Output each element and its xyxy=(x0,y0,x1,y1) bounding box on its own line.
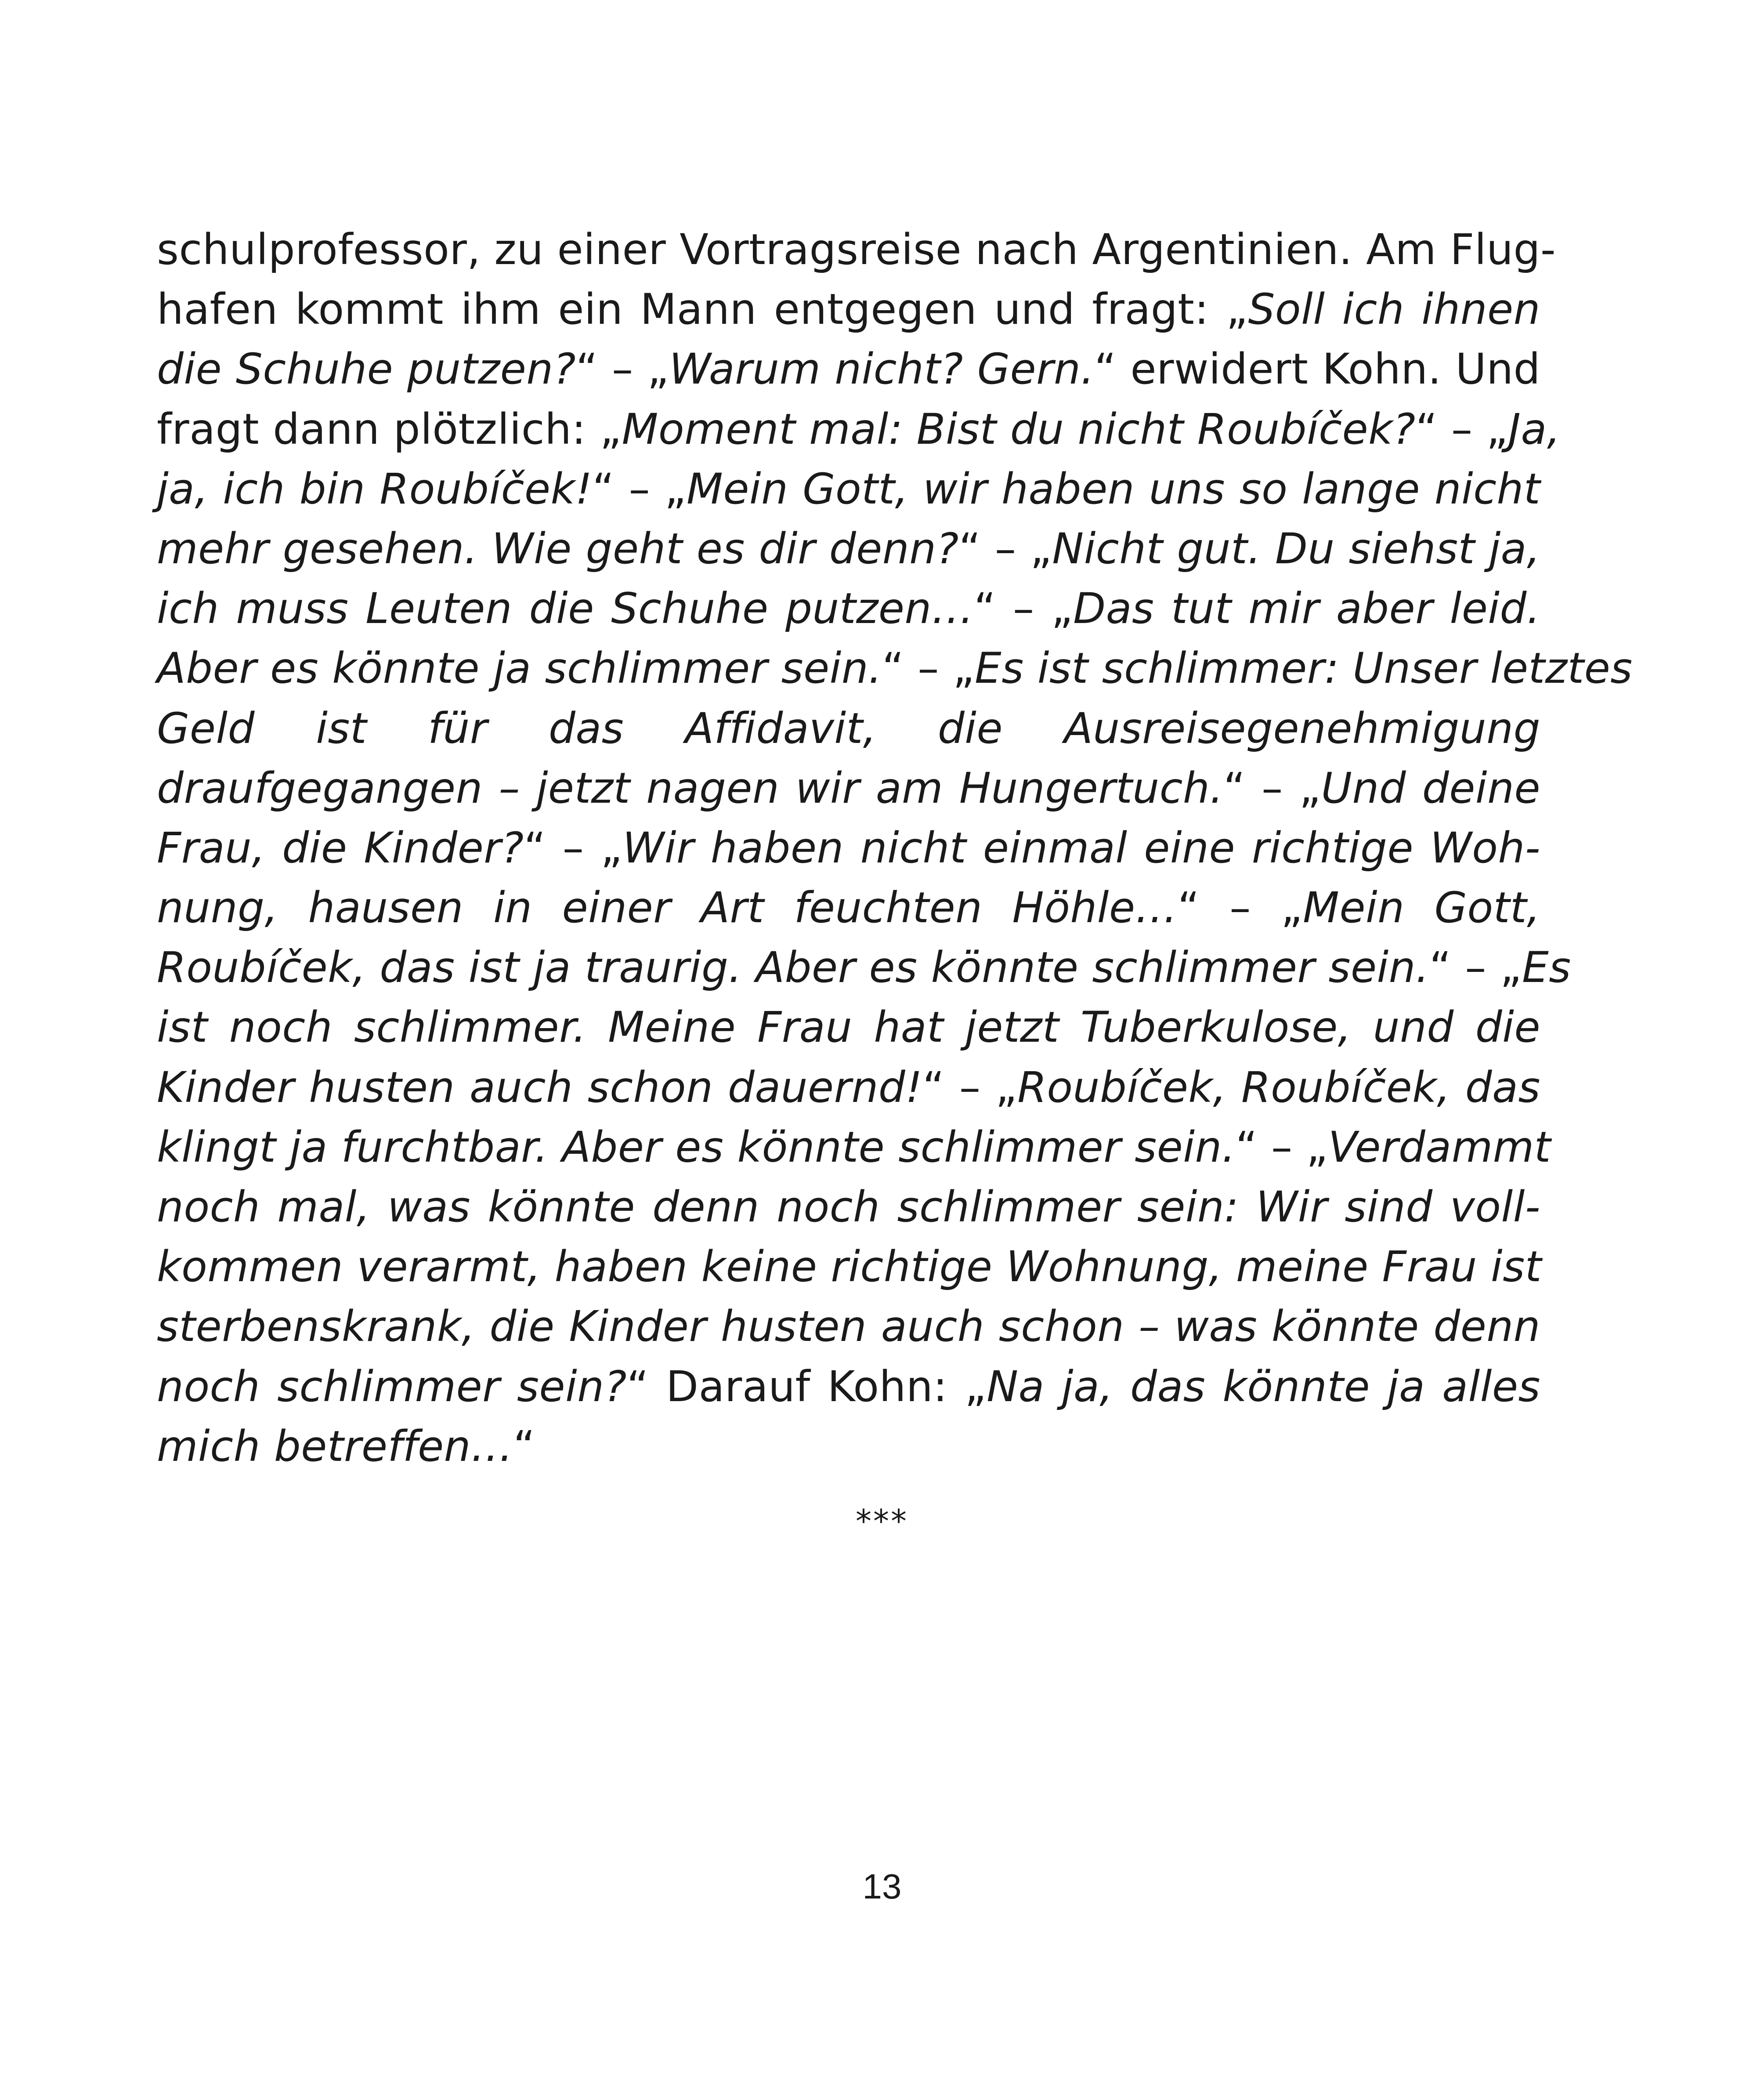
italic-speech-run: Es xyxy=(1522,943,1571,993)
text-line xyxy=(157,1357,1540,1417)
italic-speech-run: Warum nicht? Gern. xyxy=(669,344,1095,394)
text-run: “ – „ xyxy=(882,644,975,693)
italic-speech-run: Kinder husten auch schon dauernd! xyxy=(157,1062,923,1112)
text-run: “ Darauf Kohn: „ xyxy=(627,1362,987,1411)
text-line xyxy=(157,459,1540,519)
text-run: hafen kommt ihm ein Mann entgegen und fragt: „ xyxy=(157,285,1248,334)
italic-speech-run: noch schlimmer sein? xyxy=(157,1362,627,1411)
italic-speech-run: Roubíček, das ist ja traurig. Aber es könnte schlimmer sein. xyxy=(157,943,1430,993)
text-line xyxy=(157,818,1540,878)
text-line xyxy=(157,878,1540,938)
text-run: “ – „ xyxy=(974,584,1074,634)
italic-speech-run: Ja, xyxy=(1508,404,1561,454)
text-line xyxy=(157,519,1540,579)
italic-speech-run: ist noch schlimmer. Meine Frau hat jetzt Tuberkulose, und die xyxy=(157,1003,1540,1052)
italic-speech-run: ja, ich bin Roubíček! xyxy=(157,464,593,514)
text-run: “ – „ xyxy=(1429,943,1522,993)
italic-speech-run: Na ja, das könnte ja alles xyxy=(987,1362,1541,1411)
text-run: “ – „ xyxy=(592,464,687,514)
text-line xyxy=(157,638,1633,698)
text-line xyxy=(157,1297,1540,1356)
text-line xyxy=(157,579,1540,638)
italic-speech-run: mehr gesehen. Wie geht es dir denn? xyxy=(157,524,959,573)
page-number: 13 xyxy=(862,1867,902,1906)
italic-speech-run: Mein Gott, xyxy=(1303,883,1541,933)
text-line xyxy=(157,279,1540,339)
italic-speech-run: mich betreffen… xyxy=(157,1421,513,1471)
italic-speech-run: Das tut mir aber leid. xyxy=(1073,584,1540,634)
italic-speech-run: nung, hausen in einer Art feuchten Höhle… xyxy=(157,883,1178,933)
text-run: “ – „ xyxy=(524,823,623,873)
italic-speech-run: Moment mal: Bist du nicht Roubíček? xyxy=(622,404,1416,454)
italic-speech-run: Soll ich ihnen xyxy=(1248,285,1541,334)
text-line xyxy=(157,399,1561,459)
text-line xyxy=(157,699,1540,758)
text-run: “ – „ xyxy=(1178,883,1303,933)
italic-speech-run: Und deine xyxy=(1321,763,1540,813)
text-run: “ – „ xyxy=(922,1062,1018,1112)
italic-speech-run: Nicht gut. Du siehst ja, xyxy=(1052,524,1541,573)
italic-speech-run: Wir haben nicht einmal eine richtige Woh- xyxy=(622,823,1541,873)
italic-speech-run: klingt ja furchtbar. Aber es könnte schlimmer sein. xyxy=(157,1122,1236,1172)
italic-speech-run: noch mal, was könnte denn noch schlimmer sein: Wir sind voll- xyxy=(157,1182,1540,1232)
text-run: “ – „ xyxy=(1223,763,1321,813)
text-run: “ – „ xyxy=(1235,1122,1328,1172)
text-line xyxy=(157,1417,1540,1476)
italic-speech-run: kommen verarmt, haben keine richtige Wohnung, meine Frau ist xyxy=(157,1242,1542,1292)
text-run: schulprofessor, zu einer Vortragsreise nach Argentinien. Am Flug- xyxy=(157,225,1556,274)
italic-speech-run: ich muss Leuten die Schuhe putzen… xyxy=(157,584,974,634)
text-line xyxy=(157,1117,1551,1177)
text-line xyxy=(157,1237,1540,1297)
text-line xyxy=(157,758,1540,818)
italic-speech-run: Frau, die Kinder? xyxy=(157,823,524,873)
text-run: “ – „ xyxy=(576,344,669,394)
section-separator: *** xyxy=(856,1503,908,1540)
text-run: “ – „ xyxy=(959,524,1052,573)
italic-speech-run: Mein Gott, wir haben uns so lange nicht xyxy=(687,464,1541,514)
italic-speech-run: Aber es könnte ja schlimmer sein. xyxy=(157,644,882,693)
italic-speech-run: Geld ist für das Affidavit, die Ausreisegenehmigung xyxy=(157,703,1540,753)
italic-speech-run: sterbenskrank, die Kinder husten auch schon – was könnte denn xyxy=(157,1302,1540,1351)
italic-speech-run: Verdammt xyxy=(1328,1122,1551,1172)
text-line xyxy=(157,1177,1540,1237)
text-line xyxy=(157,220,1556,279)
text-run: “ – „ xyxy=(1415,404,1508,454)
italic-speech-run: Es ist schlimmer: Unser letztes xyxy=(975,644,1633,693)
text-line xyxy=(157,938,1571,997)
text-run: “ erwidert Kohn. Und xyxy=(1094,344,1541,394)
text-run: fragt dann plötzlich: „ xyxy=(157,404,622,454)
text-line xyxy=(157,1058,1540,1117)
body-paragraph xyxy=(157,220,1633,1476)
italic-speech-run: draufgegangen – jetzt nagen wir am Hungertuch. xyxy=(157,763,1224,813)
italic-speech-run: Roubíček, Roubíček, das xyxy=(1017,1062,1541,1112)
text-line xyxy=(157,339,1540,399)
text-run: “ xyxy=(513,1421,535,1471)
text-line xyxy=(157,997,1540,1057)
italic-speech-run: die Schuhe putzen? xyxy=(157,344,576,394)
